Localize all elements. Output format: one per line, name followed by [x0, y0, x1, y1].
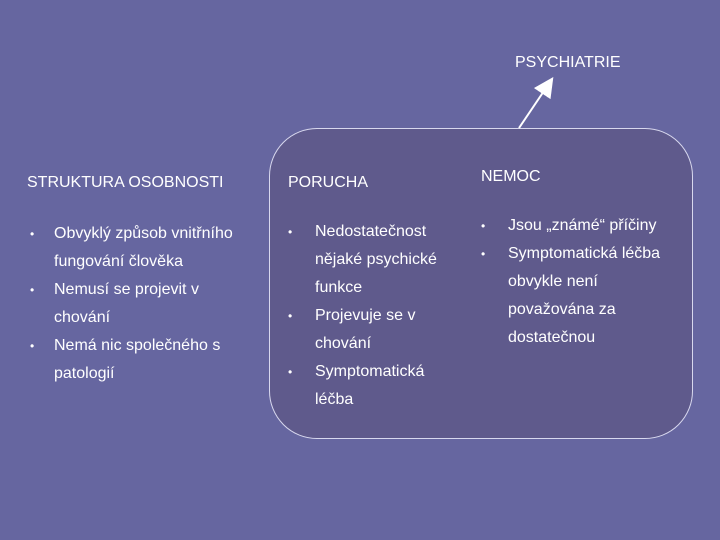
nemoc-list: [481, 212, 696, 352]
heading-porucha: PORUCHA: [288, 174, 369, 191]
bullet-icon: •: [30, 339, 35, 353]
list-item: [288, 358, 468, 414]
list-item: [27, 332, 272, 388]
list-item-text: Nemusí se projevit v chování: [54, 281, 199, 326]
list-item: [288, 302, 468, 358]
bullet-icon: •: [288, 225, 293, 239]
list-item-text: Nedostatečnost nějaké psychické funkce: [315, 223, 437, 296]
bullet-icon: •: [481, 247, 486, 261]
list-item: [481, 212, 696, 240]
list-item: [288, 218, 468, 302]
bullet-icon: •: [30, 227, 35, 241]
list-item-text: Obvyklý způsob vnitřního fungování člověka: [54, 225, 233, 270]
list-item-text: Nemá nic společného s patologií: [54, 337, 221, 382]
list-item-text: Symptomatická léčba: [315, 363, 425, 408]
bullet-icon: •: [288, 365, 293, 379]
bullet-icon: •: [30, 283, 35, 297]
list-item-text: Projevuje se v chování: [315, 307, 416, 352]
list-item: [27, 220, 272, 276]
porucha-list: [288, 218, 468, 414]
struktura-list: [27, 220, 272, 388]
bullet-icon: •: [288, 309, 293, 323]
list-item: [27, 276, 272, 332]
psychiatrie-title: PSYCHIATRIE: [515, 54, 621, 71]
list-item-text: Symptomatická léčba obvykle není považována za dostatečnou: [508, 245, 661, 346]
heading-struktura-osobnosti: STRUKTURA OSOBNOSTI: [27, 174, 224, 191]
list-item-text: Jsou „známé“ příčiny: [508, 217, 657, 234]
arrow-line: [519, 82, 550, 128]
bullet-icon: •: [481, 219, 486, 233]
list-item: [481, 240, 696, 352]
heading-nemoc: NEMOC: [481, 168, 541, 185]
